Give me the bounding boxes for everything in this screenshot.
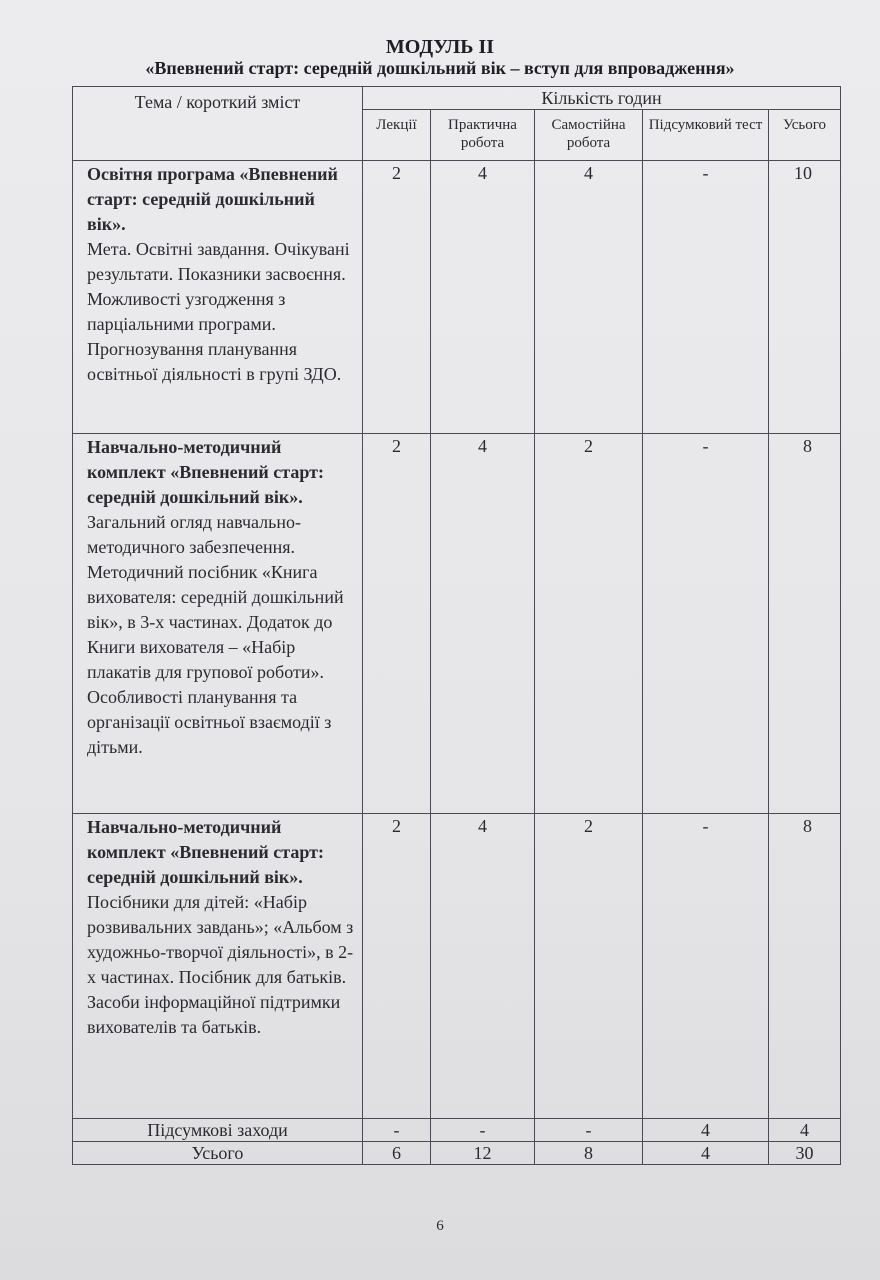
header-independent: Самостійна робота bbox=[535, 110, 643, 161]
summary-row bbox=[73, 1119, 841, 1142]
topic-cell bbox=[73, 434, 363, 814]
topic-cell bbox=[73, 814, 363, 1119]
summary-total: 4 bbox=[769, 1119, 841, 1142]
summary-label: Підсумкові заходи bbox=[73, 1119, 363, 1142]
independent-value: 2 bbox=[535, 434, 643, 814]
summary-final-test: 4 bbox=[643, 1119, 769, 1142]
total-practical: 12 bbox=[431, 1142, 535, 1165]
practical-value: 4 bbox=[431, 161, 535, 434]
total-independent: 8 bbox=[535, 1142, 643, 1165]
total-row bbox=[73, 1142, 841, 1165]
total-value: 8 bbox=[769, 814, 841, 1119]
summary-practical: - bbox=[431, 1119, 535, 1142]
lectures-value: 2 bbox=[363, 814, 431, 1119]
header-final-test: Підсумковий тест bbox=[643, 110, 769, 161]
independent-value: 4 bbox=[535, 161, 643, 434]
header-topic: Тема / короткий зміст bbox=[73, 87, 363, 161]
summary-independent: - bbox=[535, 1119, 643, 1142]
total-total: 30 bbox=[769, 1142, 841, 1165]
hours-table bbox=[72, 86, 841, 1165]
topic-cell bbox=[73, 161, 363, 434]
topic-title: Навчально-методичний комплект «Впевнений старт: середній дошкільний вік». bbox=[87, 817, 324, 887]
module-title: МОДУЛЬ ІІ bbox=[385, 36, 495, 58]
total-final-test: 4 bbox=[643, 1142, 769, 1165]
lectures-value: 2 bbox=[363, 434, 431, 814]
total-label: Усього bbox=[73, 1142, 363, 1165]
topic-body: Загальний огляд навчально-методичного забезпечення. Методичний посібник «Книга вихователя: середній дошкільний вік», в 3-х частинах. Додаток до Книги вихователя – «Набір плакатів для групової роботи». Особливості планування та організації освітньої взаємодії з дітьми. bbox=[87, 512, 344, 757]
independent-value: 2 bbox=[535, 814, 643, 1119]
total-value: 10 bbox=[769, 161, 841, 434]
final-test-value: - bbox=[643, 161, 769, 434]
header-hours: Кількість годин bbox=[363, 87, 841, 110]
header-total: Усього bbox=[769, 110, 841, 161]
header-lectures: Лекції bbox=[363, 110, 431, 161]
practical-value: 4 bbox=[431, 814, 535, 1119]
page-number: 6 bbox=[436, 1218, 444, 1234]
header-practical: Практична робота bbox=[431, 110, 535, 161]
table-row bbox=[73, 434, 841, 814]
table-row bbox=[73, 814, 841, 1119]
total-lectures: 6 bbox=[363, 1142, 431, 1165]
final-test-value: - bbox=[643, 434, 769, 814]
topic-title: Освітня програма «Впевнений старт: середній дошкільний вік». bbox=[87, 164, 338, 234]
table-row bbox=[73, 161, 841, 434]
module-subtitle: «Впевнений старт: середній дошкільний вік – вступ для впровадження» bbox=[145, 58, 735, 78]
summary-lectures: - bbox=[363, 1119, 431, 1142]
lectures-value: 2 bbox=[363, 161, 431, 434]
topic-title: Навчально-методичний комплект «Впевнений старт: середній дошкільний вік». bbox=[87, 437, 324, 507]
practical-value: 4 bbox=[431, 434, 535, 814]
topic-body: Посібники для дітей: «Набір розвивальних завдань»; «Альбом з художньо-творчої діяльності», в 2-х частинах. Посібник для батьків. Засоби інформаційної підтримки вихователів та батьків. bbox=[87, 892, 354, 1037]
total-value: 8 bbox=[769, 434, 841, 814]
topic-body: Мета. Освітні завдання. Очікувані результати. Показники засвоєння. Можливості узгодження з парціальними програми. Прогнозування планування освітньої діяльності в групі ЗДО. bbox=[87, 239, 350, 384]
final-test-value: - bbox=[643, 814, 769, 1119]
